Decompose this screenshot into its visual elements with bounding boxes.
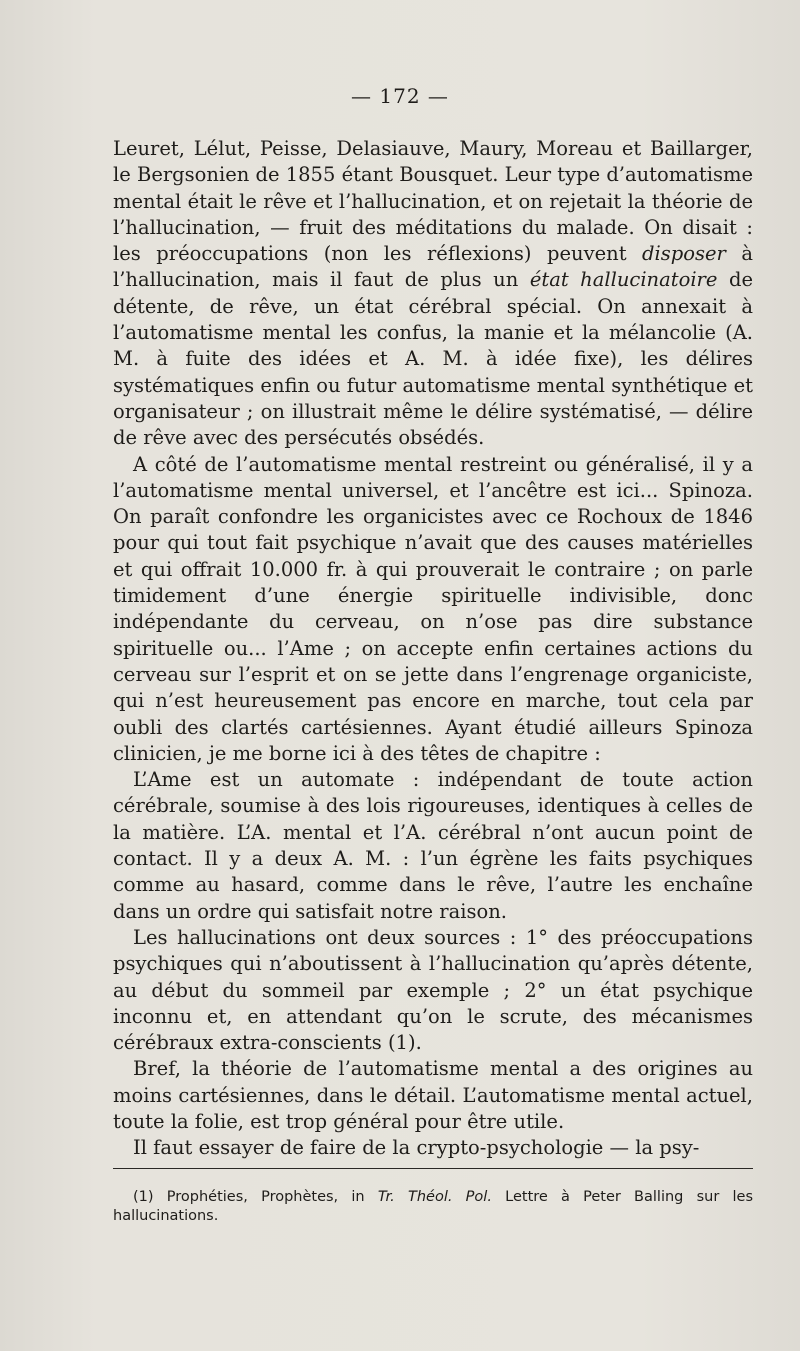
paragraph-1: [113, 136, 753, 452]
footnote-text-a: (1) Prophéties, Prophètes, in: [133, 1189, 378, 1205]
paragraph-1-text-c: de détente, de rêve, un état cérébral spécial. On annexait à l’automatisme mental les confus, la manie et la mélancolie (A. M. à fuite des idées et A. M. à idée fixe), les délires systématiques enfin ou futur automatisme mental synthétique et organisateur ; on illustrait même le délire systématisé, — délire de rêve avec des persécutés obsédés.: [113, 268, 753, 450]
paragraph-3: L’Ame est un automate : indépendant de toute action cérébrale, soumise à des lois rigoureuses, identiques à celles de la matière. L’A. mental et l’A. cérébral n’ont aucun point de contact. Il y a deux A. M. : l’un égrène les faits psychiques comme au hasard, comme dans le rêve, l’autre les enchaîne dans un ordre qui satisfait notre raison.: [113, 768, 753, 923]
footnote-italic: Tr. Théol. Pol.: [377, 1189, 492, 1205]
paragraph-1-text-a: Leuret, Lélut, Peisse, Delasiauve, Maury, Moreau et Baillarger, le Bergsonien de 1855 étant Bousquet. Leur type d’automatisme mental était le rêve et l’hallucination, et on rejetait la théorie de l’hallucination, — fruit des méditations du malade. On disait : les préoccupations (non les réflexions) peuvent: [113, 137, 753, 266]
footnote: [113, 1188, 753, 1226]
paragraph-1-italic-b: état hallucinatoire: [529, 268, 718, 292]
footnote-divider: [113, 1168, 753, 1169]
paragraph-6: Il faut essayer de faire de la crypto-psychologie — la psy-: [133, 1136, 700, 1160]
paragraph-1-text-b: à l’hallucination, mais il faut de plus un: [113, 242, 753, 292]
page-number: — 172 —: [351, 84, 449, 108]
paragraph-2: A côté de l’automatisme mental restreint ou généralisé, il y a l’automatisme mental universel, et l’ancêtre est ici... Spinoza. On paraît confondre les organicistes avec ce Rochoux de 1846 pour qui tout fait psychique n’avait que des causes matérielles et qui offrait 10.000 fr. à qui prouverait le contraire ; on parle timidement d’une énergie spirituelle indivisible, donc indépendante du cerveau, on n’ose pas dire substance spirituelle ou... l’Ame ; on accepte enfin certaines actions du cerveau sur l’esprit et on se jette dans l’engrenage organiciste, qui n’est heureusement pas encore en marche, tout cela par oubli des clartés cartésiennes. Ayant étudié ailleurs Spinoza clinicien, je me borne ici à des têtes de chapitre :: [113, 452, 753, 765]
paragraph-1-italic-a: disposer: [642, 242, 726, 266]
main-text: [113, 136, 753, 1162]
paragraph-4: Les hallucinations ont deux sources : 1° des préoccupations psychiques qui n’aboutissent à l’hallucination qu’après détente, au début du sommeil par exemple ; 2° un état psychique inconnu et, en attendant qu’on le scrute, des mécanismes cérébraux extra-conscients (1).: [113, 925, 753, 1055]
footnote-text-b: Lettre à Peter Balling sur les hallucinations.: [113, 1189, 753, 1224]
paragraph-5: Bref, la théorie de l’automatisme mental a des origines au moins cartésiennes, dans le détail. L’automatisme mental actuel, toute la folie, est trop général pour être utile.: [113, 1057, 753, 1133]
